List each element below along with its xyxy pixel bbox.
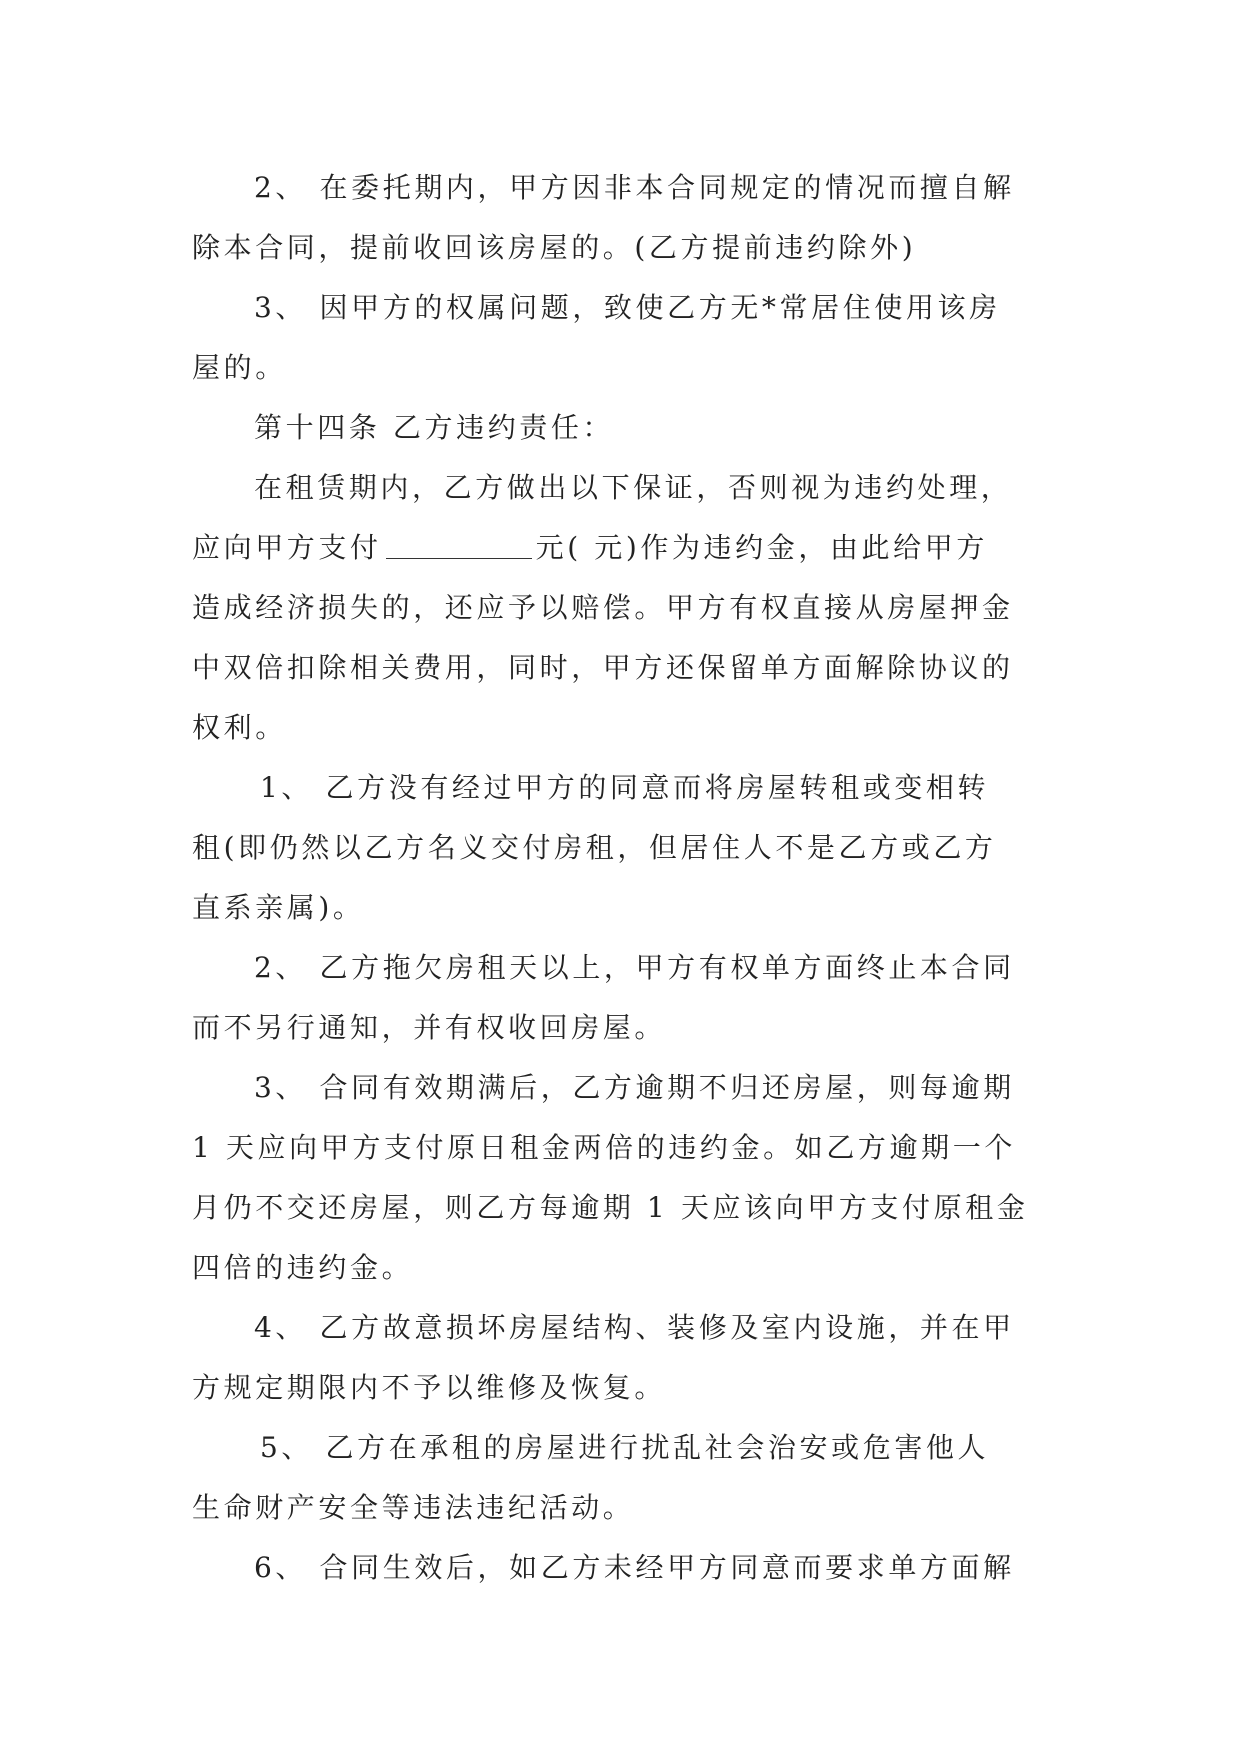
text-fragment: 元( 元)作为违约金，由此给甲方 bbox=[535, 531, 988, 564]
text-line: 2、 乙方拖欠房租天以上，甲方有权单方面终止本合同 bbox=[254, 951, 1015, 984]
text-line: 租(即仍然以乙方名义交付房租，但居住人不是乙方或乙方 bbox=[192, 831, 997, 864]
text-line: 造成经济损失的，还应予以赔偿。甲方有权直接从房屋押金 bbox=[192, 591, 1014, 624]
text-line: 中双倍扣除相关费用，同时，甲方还保留单方面解除协议的 bbox=[192, 651, 1014, 684]
text-line: 1、 乙方没有经过甲方的同意而将房屋转租或变相转 bbox=[260, 771, 990, 804]
text-line: 月仍不交还房屋，则乙方每逾期 1 天应该向甲方支付原租金 bbox=[192, 1191, 1029, 1224]
text-line: 屋的。 bbox=[192, 351, 287, 384]
text-line: 方规定期限内不予以维修及恢复。 bbox=[192, 1371, 667, 1404]
text-line: 直系亲属)。 bbox=[192, 891, 365, 924]
section-heading: 第十四条 乙方违约责任： bbox=[254, 411, 615, 444]
text-line: 除本合同，提前收回该房屋的。(乙方提前违约除外) bbox=[192, 231, 917, 264]
text-line: 6、 合同生效后，如乙方未经甲方同意而要求单方面解 bbox=[254, 1551, 1015, 1584]
text-line: 1 天应向甲方支付原日租金两倍的违约金。如乙方逾期一个 bbox=[192, 1131, 1016, 1164]
text-line: 四倍的违约金。 bbox=[192, 1251, 414, 1284]
fill-in-blank bbox=[386, 530, 532, 559]
text-line-with-blank bbox=[192, 518, 1052, 578]
text-line: 3、 因甲方的权属问题，致使乙方无*常居住使用该房 bbox=[254, 291, 1001, 324]
text-line: 3、 合同有效期满后，乙方逾期不归还房屋，则每逾期 bbox=[254, 1071, 1015, 1104]
text-line: 生命财产安全等违法违纪活动。 bbox=[192, 1491, 635, 1524]
text-line: 而不另行通知，并有权收回房屋。 bbox=[192, 1011, 667, 1044]
text-line: 2、 在委托期内，甲方因非本合同规定的情况而擅自解 bbox=[254, 171, 1015, 204]
text-line: 5、 乙方在承租的房屋进行扰乱社会治安或危害他人 bbox=[260, 1431, 990, 1464]
text-line: 4、 乙方故意损坏房屋结构、装修及室内设施，并在甲 bbox=[254, 1311, 1015, 1344]
text-line: 在租赁期内，乙方做出以下保证，否则视为违约处理， bbox=[254, 471, 1013, 504]
text-fragment: 应向甲方支付 bbox=[192, 531, 382, 564]
text-line: 权利。 bbox=[192, 711, 287, 744]
document-body bbox=[192, 158, 1052, 1598]
